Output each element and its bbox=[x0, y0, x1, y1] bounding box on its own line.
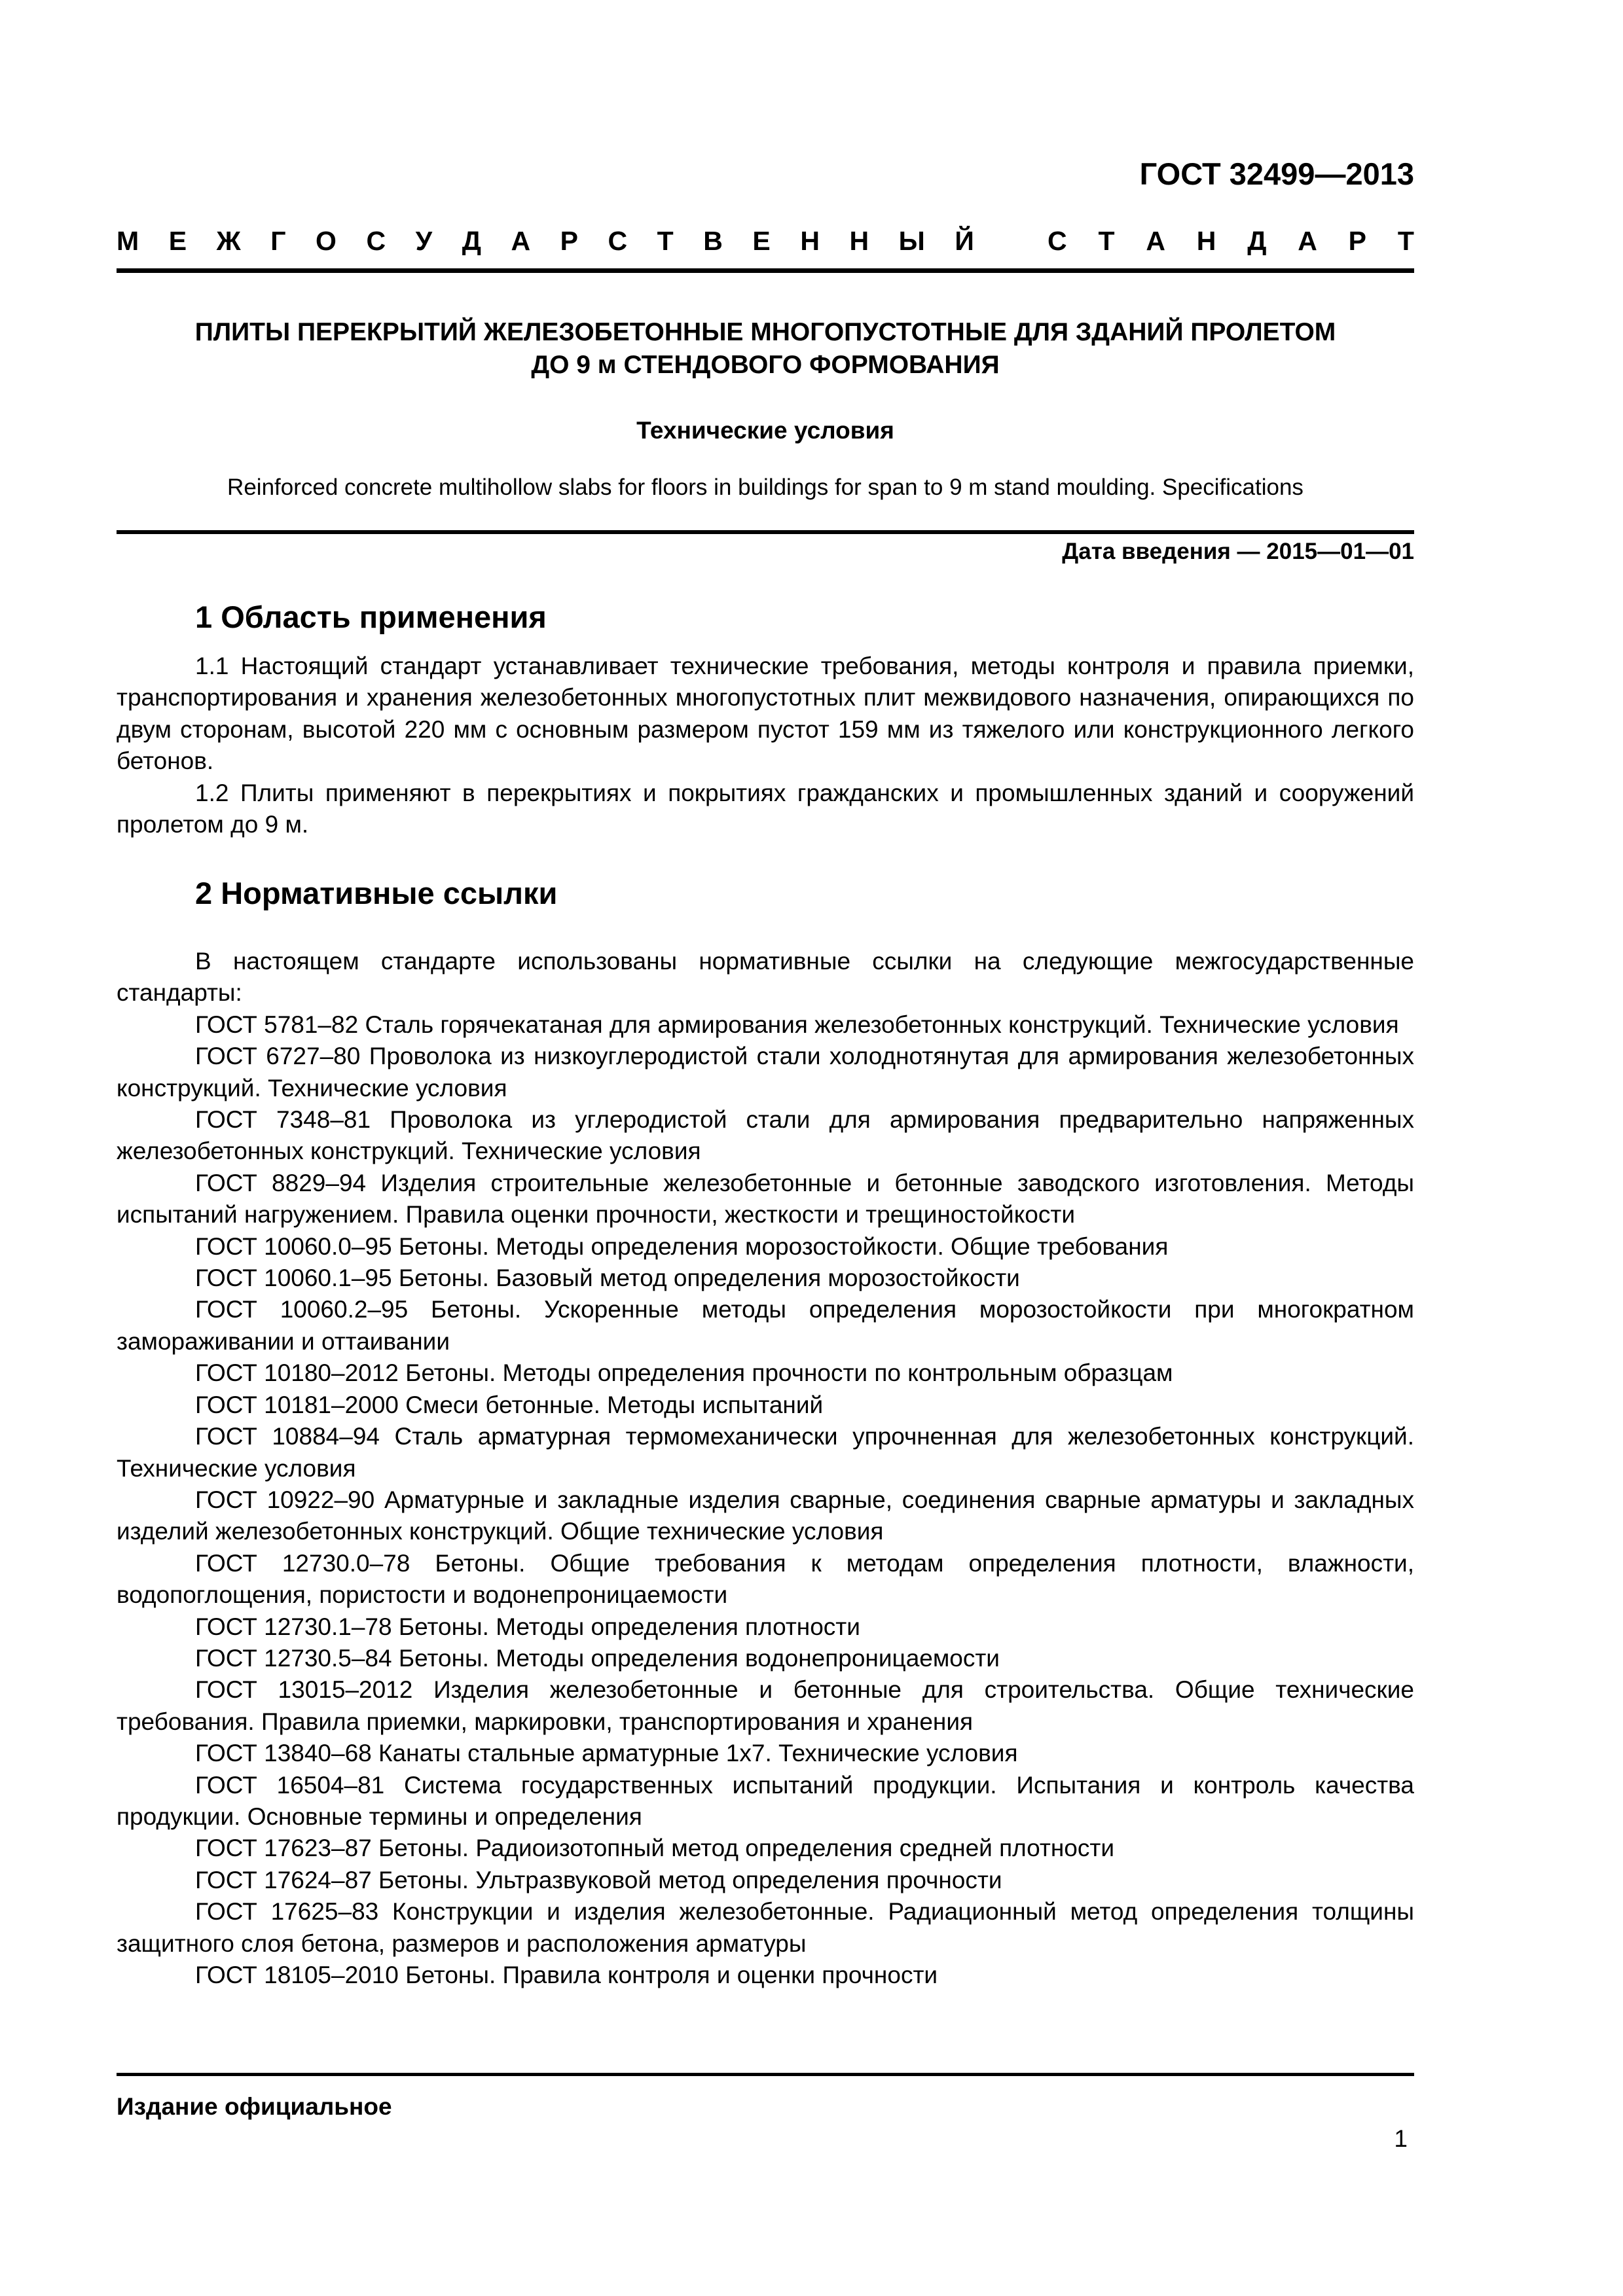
reference-code: ГОСТ 17623–87 bbox=[195, 1835, 372, 1862]
standard-type-word-1 bbox=[117, 226, 974, 257]
reference-item bbox=[117, 1009, 1414, 1041]
reference-item bbox=[117, 1294, 1414, 1357]
reference-title: Арматурные и закладные изделия сварные, соединения сварные арматуры и закладных изделий железобетонных конструкций. Общие технические условия bbox=[117, 1486, 1414, 1545]
standard-type-letter: Н bbox=[849, 226, 869, 256]
standard-type-letter: Н bbox=[1196, 226, 1216, 256]
reference-code: ГОСТ 12730.0–78 bbox=[195, 1549, 410, 1577]
edition-label: Издание официальное bbox=[117, 2093, 392, 2120]
standard-type-letter: Т bbox=[657, 226, 674, 256]
reference-code: ГОСТ 16504–81 bbox=[195, 1771, 385, 1799]
reference-code: ГОСТ 5781–82 bbox=[195, 1011, 359, 1038]
standard-type-letter: Е bbox=[752, 226, 771, 256]
document-title bbox=[117, 316, 1414, 382]
paragraph-1-2: 1.2 Плиты применяют в перекрытиях и покрытиях гражданских и промышленных зданий и сооружений пролетом до 9 м. bbox=[117, 779, 1414, 838]
reference-item bbox=[117, 1484, 1414, 1548]
section-1-heading: 1 Область применения bbox=[195, 600, 547, 634]
standard-type-letter: Д bbox=[462, 226, 481, 256]
reference-title: Бетоны. Ультразвуковой метод определения прочности bbox=[378, 1866, 1002, 1893]
reference-title: Бетоны. Правила контроля и оценки прочности bbox=[405, 1962, 938, 1988]
reference-item bbox=[117, 1168, 1414, 1231]
standard-type-word-2 bbox=[1048, 226, 1414, 257]
reference-item bbox=[117, 1674, 1414, 1738]
gost-number: ГОСТ 32499—2013 bbox=[1139, 156, 1414, 191]
reference-code: ГОСТ 8829–94 bbox=[195, 1169, 367, 1196]
reference-item bbox=[117, 1263, 1414, 1294]
footer-divider bbox=[117, 2073, 1414, 2076]
standard-type-letter: У bbox=[415, 226, 433, 256]
reference-code: ГОСТ 7348–81 bbox=[195, 1106, 371, 1134]
standard-type-letter: С bbox=[366, 226, 386, 256]
reference-title: Бетоны. Методы определения прочности по контрольным образцам bbox=[405, 1359, 1173, 1387]
reference-title: Смеси бетонные. Методы испытаний bbox=[405, 1391, 824, 1418]
standard-type-letter: Г bbox=[270, 226, 286, 256]
reference-title: Изделия строительные железобетонные и бетонные заводского изготовления. Методы испытаний нагружением. Правила оценки прочности, жесткости и трещиностойкости bbox=[117, 1169, 1415, 1229]
reference-code: ГОСТ 10181–2000 bbox=[195, 1391, 399, 1418]
page-number: 1 bbox=[1394, 2125, 1408, 2152]
standard-type-letter: А bbox=[511, 226, 531, 256]
reference-item bbox=[117, 1231, 1414, 1263]
reference-title: Бетоны. Ускоренные методы определения морозостойкости при многократном замораживании и оттаивании bbox=[117, 1296, 1414, 1355]
reference-title: Канаты стальные арматурные 1х7. Технические условия bbox=[378, 1740, 1018, 1767]
reference-code: ГОСТ 18105–2010 bbox=[195, 1962, 399, 1988]
reference-item bbox=[117, 1865, 1414, 1896]
reference-item bbox=[117, 1421, 1414, 1484]
standard-type-letter: О bbox=[316, 226, 337, 256]
paragraph-1-1: 1.1 Настоящий стандарт устанавливает технические требования, методы контроля и правила приемки, транспортирования и хранения железобетонных многопустотных плит межвидового назначения, опирающихся по двум сторонам, высотой 220 мм с основным размером пустот 159 мм из тяжелого или конструкционного легкого бетонов. bbox=[117, 653, 1414, 775]
reference-item bbox=[117, 1104, 1414, 1168]
standard-type-letter: Н bbox=[800, 226, 820, 256]
reference-title: Конструкции и изделия железобетонные. Радиационный метод определения толщины защитного слоя бетона, размеров и расположения арматуры bbox=[117, 1898, 1415, 1957]
references-intro: В настоящем стандарте использованы нормативные ссылки на следующие межгосударственные стандарты: bbox=[117, 948, 1414, 1007]
reference-item bbox=[117, 1041, 1414, 1104]
reference-title: Бетоны. Базовый метод определения морозостойкости bbox=[398, 1265, 1020, 1292]
reference-code: ГОСТ 10060.0–95 bbox=[195, 1232, 392, 1260]
reference-code: ГОСТ 13015–2012 bbox=[195, 1676, 413, 1704]
reference-item bbox=[117, 1770, 1414, 1833]
reference-title: Изделия железобетонные и бетонные для строительства. Общие технические требования. Правила приемки, маркировки, транспортирования и хранения bbox=[117, 1676, 1414, 1735]
standard-type-letter: Р bbox=[1348, 226, 1367, 256]
reference-code: ГОСТ 10060.2–95 bbox=[195, 1296, 409, 1323]
reference-item bbox=[117, 1390, 1414, 1421]
document-subtitle: Технические условия bbox=[636, 417, 894, 444]
standard-type-letter: Т bbox=[1397, 226, 1414, 256]
reference-item bbox=[117, 1548, 1414, 1611]
reference-title: Проволока из углеродистой стали для армирования предварительно напряженных железобетонных конструкций. Технические условия bbox=[117, 1106, 1415, 1165]
standard-type-letter: В bbox=[703, 226, 723, 256]
standard-type-letter: Р bbox=[560, 226, 578, 256]
reference-code: ГОСТ 10180–2012 bbox=[195, 1359, 399, 1387]
standard-type-letter: С bbox=[1048, 226, 1067, 256]
reference-code: ГОСТ 10922–90 bbox=[195, 1486, 375, 1513]
reference-item bbox=[117, 1738, 1414, 1769]
standard-type-letter: А bbox=[1298, 226, 1317, 256]
standard-type-letter: Т bbox=[1098, 226, 1115, 256]
reference-code: ГОСТ 10060.1–95 bbox=[195, 1265, 392, 1292]
reference-item bbox=[117, 1357, 1414, 1389]
reference-code: ГОСТ 10884–94 bbox=[195, 1423, 380, 1450]
reference-title: Бетоны. Общие требования к методам определения плотности, влажности, водопоглощения, пористости и водонепроницаемости bbox=[117, 1549, 1415, 1609]
section-1-body bbox=[117, 651, 1414, 840]
standard-type-letter: Д bbox=[1247, 226, 1267, 256]
reference-title: Сталь горячекатаная для армирования железобетонных конструкций. Технические условия bbox=[365, 1011, 1399, 1038]
standard-type-letter: Ж bbox=[216, 226, 241, 256]
reference-code: ГОСТ 13840–68 bbox=[195, 1740, 372, 1767]
header-divider bbox=[117, 268, 1414, 273]
section-2-body bbox=[117, 946, 1414, 1991]
reference-title: Бетоны. Радиоизотопный метод определения средней плотности bbox=[378, 1835, 1114, 1862]
reference-code: ГОСТ 6727–80 bbox=[195, 1043, 361, 1070]
english-title: Reinforced concrete multihollow slabs for floors in buildings for span to 9 m stand moulding. Specifications bbox=[227, 475, 1304, 500]
title-divider bbox=[117, 530, 1414, 534]
reference-code: ГОСТ 17625–83 bbox=[195, 1898, 379, 1926]
standard-type-letter: А bbox=[1146, 226, 1165, 256]
reference-code: ГОСТ 12730.1–78 bbox=[195, 1613, 392, 1640]
reference-title: Бетоны. Методы определения водонепроницаемости bbox=[398, 1644, 1000, 1672]
standard-type-letter: М bbox=[117, 226, 139, 256]
reference-list bbox=[117, 1009, 1414, 1992]
standard-type-letter: Й bbox=[955, 226, 974, 256]
reference-code: ГОСТ 17624–87 bbox=[195, 1866, 372, 1893]
introduction-date: Дата введения — 2015—01—01 bbox=[1062, 539, 1414, 564]
standard-type-letter: Ы bbox=[898, 226, 925, 256]
title-line-2: ДО 9 м СТЕНДОВОГО ФОРМОВАНИЯ bbox=[531, 351, 1000, 379]
reference-item bbox=[117, 1833, 1414, 1864]
reference-title: Сталь арматурная термомеханически упрочненная для железобетонных конструкций. Технические условия bbox=[117, 1423, 1415, 1482]
section-2-heading: 2 Нормативные ссылки bbox=[195, 876, 558, 910]
standard-type-letter: С bbox=[608, 226, 628, 256]
standard-type-letter: Е bbox=[168, 226, 187, 256]
title-line-1: ПЛИТЫ ПЕРЕКРЫТИЙ ЖЕЛЕЗОБЕТОННЫЕ МНОГОПУСТОТНЫЕ ДЛЯ ЗДАНИЙ ПРОЛЕТОМ bbox=[194, 318, 1336, 346]
reference-item bbox=[117, 1960, 1414, 1991]
reference-item bbox=[117, 1896, 1414, 1960]
reference-title: Проволока из низкоуглеродистой стали холоднотянутая для армирования железобетонных конструкций. Технические условия bbox=[117, 1043, 1415, 1102]
reference-item bbox=[117, 1643, 1414, 1674]
document-page bbox=[117, 0, 1414, 2296]
reference-title: Бетоны. Методы определения морозостойкости. Общие требования bbox=[398, 1232, 1169, 1260]
reference-item bbox=[117, 1611, 1414, 1643]
reference-title: Система государственных испытаний продукции. Испытания и контроль качества продукции. Основные термины и определения bbox=[117, 1771, 1415, 1830]
reference-code: ГОСТ 12730.5–84 bbox=[195, 1644, 392, 1672]
standard-type-heading bbox=[117, 226, 1414, 257]
reference-title: Бетоны. Методы определения плотности bbox=[398, 1613, 860, 1640]
